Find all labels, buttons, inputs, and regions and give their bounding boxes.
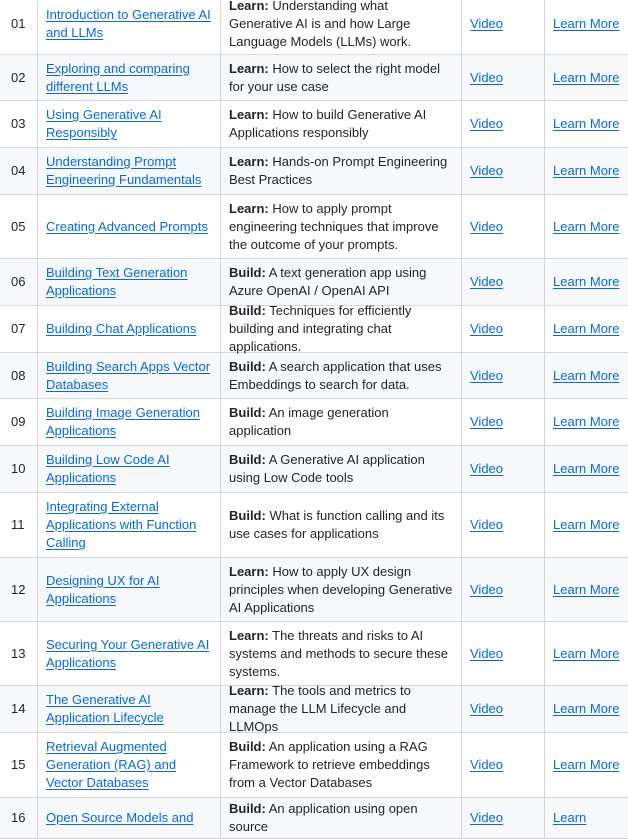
lesson-description: What is function calling and its use cases for applications: [229, 508, 445, 541]
lesson-number: 06: [11, 274, 26, 289]
learn-more-link[interactable]: Learn More: [553, 517, 620, 532]
lesson-description-cell: [221, 101, 462, 147]
lesson-title-link[interactable]: Exploring and comparing different LLMs: [46, 60, 190, 94]
lesson-row: [0, 101, 628, 148]
lesson-title-cell: [38, 493, 221, 557]
lesson-number: 01: [11, 16, 26, 31]
video-link[interactable]: Video: [470, 757, 504, 772]
video-link[interactable]: Video: [470, 810, 504, 825]
lesson-kind-label: Learn:: [229, 154, 269, 169]
lesson-kind-label: Build:: [229, 508, 266, 523]
lesson-description-cell: [221, 195, 462, 258]
lesson-kind-label: Build:: [229, 739, 266, 754]
lesson-description-cell: [221, 148, 462, 194]
lesson-title-link[interactable]: Building Low Code AI Applications: [46, 452, 170, 485]
lesson-more-cell: [545, 306, 628, 352]
lesson-number: 10: [11, 461, 26, 476]
lesson-more-cell: [545, 733, 628, 797]
lesson-kind-label: Learn:: [229, 563, 269, 579]
learn-more-link[interactable]: Learn More: [553, 461, 620, 476]
video-link[interactable]: Video: [470, 414, 504, 429]
lesson-row: [0, 353, 628, 399]
video-link[interactable]: Video: [470, 116, 504, 131]
lesson-title-cell: [38, 148, 221, 194]
lesson-row: [0, 622, 628, 686]
lesson-title-link[interactable]: Building Image Generation Applications: [46, 405, 200, 438]
lesson-title-cell: [38, 353, 221, 398]
lesson-title-link[interactable]: Designing UX for AI Applications: [46, 572, 160, 606]
lesson-number: 02: [11, 69, 26, 85]
lesson-title-cell: [38, 195, 221, 258]
lesson-title-cell: [38, 55, 221, 100]
video-link[interactable]: Video: [470, 218, 504, 234]
lesson-video-cell: [462, 493, 545, 557]
lesson-more-cell: [545, 493, 628, 557]
lesson-description-cell: [221, 353, 462, 398]
lesson-more-cell: [545, 686, 628, 732]
lesson-video-cell: [462, 446, 545, 492]
video-link[interactable]: Video: [470, 581, 504, 597]
lesson-description-cell: [221, 558, 462, 621]
lesson-video-cell: [462, 399, 545, 445]
lesson-video-cell: [462, 353, 545, 398]
video-link[interactable]: Video: [470, 367, 504, 383]
lesson-kind-label: Learn:: [229, 60, 269, 76]
lesson-title-link[interactable]: The Generative AI Application Lifecycle: [46, 692, 164, 725]
lesson-kind-label: Build:: [229, 405, 266, 420]
video-link[interactable]: Video: [470, 163, 504, 178]
lesson-title-cell: [38, 622, 221, 685]
lesson-number: 04: [11, 163, 26, 178]
lesson-row: [0, 558, 628, 622]
lesson-kind-label: Build:: [229, 303, 266, 318]
lesson-title-cell: [38, 686, 221, 732]
lesson-description-cell: [221, 446, 462, 492]
lesson-row: [0, 798, 628, 839]
lesson-title-link[interactable]: Understanding Prompt Engineering Fundamentals: [46, 154, 202, 187]
lesson-more-cell: [545, 259, 628, 305]
lesson-video-cell: [462, 686, 545, 732]
lesson-kind-label: Learn:: [229, 683, 269, 698]
lesson-number: 08: [11, 367, 26, 383]
lesson-description-cell: [221, 303, 462, 354]
lesson-description: How to select the right model for your use case: [229, 60, 440, 94]
learn-more-link[interactable]: Learn More: [553, 116, 620, 131]
lesson-video-cell: [462, 306, 545, 352]
lesson-description-cell: [221, 798, 462, 838]
lesson-description-cell: [221, 259, 462, 305]
learn-more-link[interactable]: Learn More: [553, 274, 620, 289]
lesson-kind-label: Learn:: [229, 107, 269, 122]
lesson-title-link[interactable]: Retrieval Augmented Generation (RAG) and Vector Databases: [46, 739, 177, 790]
lesson-number-cell: [0, 259, 38, 305]
lesson-number: 03: [11, 116, 26, 131]
lesson-number: 16: [11, 810, 26, 825]
lesson-number-cell: [0, 622, 38, 685]
lesson-number-cell: [0, 195, 38, 258]
lesson-row: [0, 0, 628, 55]
lesson-more-cell: [545, 558, 628, 621]
video-link[interactable]: Video: [470, 461, 504, 476]
lesson-row: [0, 446, 628, 493]
learn-more-link[interactable]: Learn More: [553, 414, 620, 429]
lesson-more-cell: [545, 353, 628, 398]
lesson-title-link[interactable]: Securing Your Generative AI Applications: [46, 636, 210, 670]
video-link[interactable]: Video: [470, 69, 504, 85]
lesson-number-cell: [0, 306, 38, 352]
lesson-title-link[interactable]: Introduction to Generative AI and LLMs: [46, 7, 211, 40]
lesson-kind-label: Build:: [229, 452, 266, 467]
lesson-description: How to build Generative AI Applications responsibly: [229, 107, 427, 140]
learn-more-link[interactable]: Learn More: [553, 645, 620, 661]
lesson-row: [0, 259, 628, 306]
lesson-description-cell: [221, 683, 462, 734]
learn-more-link[interactable]: Learn More: [553, 163, 620, 178]
lesson-number-cell: [0, 798, 38, 838]
learn-more-link[interactable]: Learn More: [553, 321, 620, 336]
lesson-title-cell: [38, 733, 221, 797]
lesson-number-cell: [0, 686, 38, 732]
learn-more-link[interactable]: Learn More: [553, 16, 620, 31]
lesson-kind-label: Learn:: [229, 200, 269, 216]
lesson-title-cell: [38, 0, 221, 54]
lesson-title-cell: [38, 259, 221, 305]
lesson-title-cell: [38, 306, 221, 352]
lesson-number-cell: [0, 558, 38, 621]
lesson-kind-label: Learn:: [229, 0, 269, 13]
lesson-description-cell: [221, 399, 462, 445]
lesson-title-cell: [38, 558, 221, 621]
learn-more-link[interactable]: Learn More: [553, 218, 620, 234]
learn-more-link[interactable]: Learn: [553, 810, 587, 825]
learn-more-link[interactable]: Learn More: [553, 581, 620, 597]
lesson-video-cell: [462, 259, 545, 305]
lesson-description: Understanding what Generative AI is and how Large Language Models (LLMs) work.: [229, 0, 412, 49]
lesson-video-cell: [462, 195, 545, 258]
lesson-number-cell: [0, 101, 38, 147]
lesson-more-cell: [545, 55, 628, 100]
lesson-number-cell: [0, 493, 38, 557]
video-link[interactable]: Video: [470, 274, 504, 289]
lesson-description-cell: [221, 733, 462, 797]
lesson-description: An application using open source: [229, 801, 418, 834]
lesson-description-cell: [221, 622, 462, 685]
lesson-kind-label: Build:: [229, 358, 266, 374]
lesson-number: 14: [11, 701, 26, 716]
lesson-number-cell: [0, 0, 38, 54]
lesson-row: [0, 399, 628, 446]
lesson-row: [0, 683, 628, 734]
video-link[interactable]: Video: [470, 16, 504, 31]
video-link[interactable]: Video: [470, 517, 504, 532]
lesson-title-link[interactable]: Integrating External Applications with Function Calling: [46, 499, 197, 550]
lesson-description: A search application that uses Embeddings to search for data.: [229, 358, 442, 392]
lesson-description: How to apply prompt engineering techniques that improve the outcome of your prompts.: [229, 200, 439, 252]
lesson-number: 09: [11, 414, 26, 429]
lesson-video-cell: [462, 558, 545, 621]
lesson-row: [0, 195, 628, 259]
lesson-description: Hands-on Prompt Engineering Best Practices: [229, 154, 448, 187]
lesson-row: [0, 148, 628, 195]
lesson-more-cell: [545, 148, 628, 194]
lesson-number-cell: [0, 55, 38, 100]
lesson-title-cell: [38, 798, 221, 838]
lesson-description: The threats and risks to AI systems and methods to secure these systems.: [229, 627, 448, 679]
lesson-number: 07: [11, 321, 26, 336]
lesson-number: 11: [11, 517, 25, 532]
lesson-more-cell: [545, 0, 628, 54]
lesson-number: 13: [11, 645, 26, 661]
lesson-row: [0, 493, 628, 558]
lesson-more-cell: [545, 798, 628, 838]
lesson-title-link[interactable]: Building Text Generation Applications: [46, 265, 188, 298]
lesson-row: [0, 55, 628, 101]
lesson-video-cell: [462, 55, 545, 100]
lesson-description-cell: [221, 493, 462, 557]
lesson-title-link[interactable]: Using Generative AI Responsibly: [46, 107, 162, 140]
lesson-description: Techniques for efficiently building and integrating chat applications.: [229, 303, 412, 354]
video-link[interactable]: Video: [470, 321, 504, 336]
learn-more-link[interactable]: Learn More: [553, 757, 620, 772]
lesson-description: An image generation application: [229, 405, 389, 438]
lesson-video-cell: [462, 622, 545, 685]
lesson-title-cell: [38, 101, 221, 147]
lesson-more-cell: [545, 446, 628, 492]
lesson-title-cell: [38, 446, 221, 492]
lesson-more-cell: [545, 195, 628, 258]
lesson-description: The tools and metrics to manage the LLM Lifecycle and LLMOps: [229, 683, 411, 734]
lesson-video-cell: [462, 733, 545, 797]
learn-more-link[interactable]: Learn More: [553, 701, 620, 716]
lesson-more-cell: [545, 622, 628, 685]
lesson-video-cell: [462, 0, 545, 54]
lesson-description: How to apply UX design principles when developing Generative AI Applications: [229, 563, 453, 615]
lesson-number: 12: [11, 581, 26, 597]
lesson-kind-label: Learn:: [229, 627, 269, 643]
lesson-video-cell: [462, 798, 545, 838]
lesson-description: An application using a RAG Framework to retrieve embeddings from a Vector Databases: [229, 739, 430, 790]
lesson-video-cell: [462, 148, 545, 194]
lesson-number: 15: [11, 757, 26, 772]
lesson-more-cell: [545, 101, 628, 147]
lesson-number-cell: [0, 148, 38, 194]
lesson-number-cell: [0, 353, 38, 398]
lesson-description-cell: [221, 55, 462, 100]
lesson-more-cell: [545, 399, 628, 445]
lesson-number-cell: [0, 733, 38, 797]
lesson-kind-label: Build:: [229, 801, 266, 816]
lesson-number-cell: [0, 446, 38, 492]
lesson-number: 05: [11, 218, 26, 234]
learn-more-link[interactable]: Learn More: [553, 69, 620, 85]
lesson-row: [0, 303, 628, 354]
lesson-title-link[interactable]: Building Search Apps Vector Databases: [46, 358, 211, 392]
lesson-number-cell: [0, 399, 38, 445]
lesson-title-link[interactable]: Creating Advanced Prompts: [46, 218, 208, 234]
lesson-row: [0, 733, 628, 798]
lesson-title-cell: [38, 399, 221, 445]
lesson-kind-label: Build:: [229, 265, 266, 280]
learn-more-link[interactable]: Learn More: [553, 367, 620, 383]
lesson-description-cell: [221, 0, 462, 54]
video-link[interactable]: Video: [470, 701, 504, 716]
lesson-title-link[interactable]: Open Source Models and: [46, 810, 194, 825]
lesson-description: A text generation app using Azure OpenAI / OpenAI API: [229, 265, 427, 298]
lesson-video-cell: [462, 101, 545, 147]
lesson-title-link[interactable]: Building Chat Applications: [46, 321, 197, 336]
video-link[interactable]: Video: [470, 645, 504, 661]
lesson-description: A Generative AI application using Low Code tools: [229, 452, 425, 485]
